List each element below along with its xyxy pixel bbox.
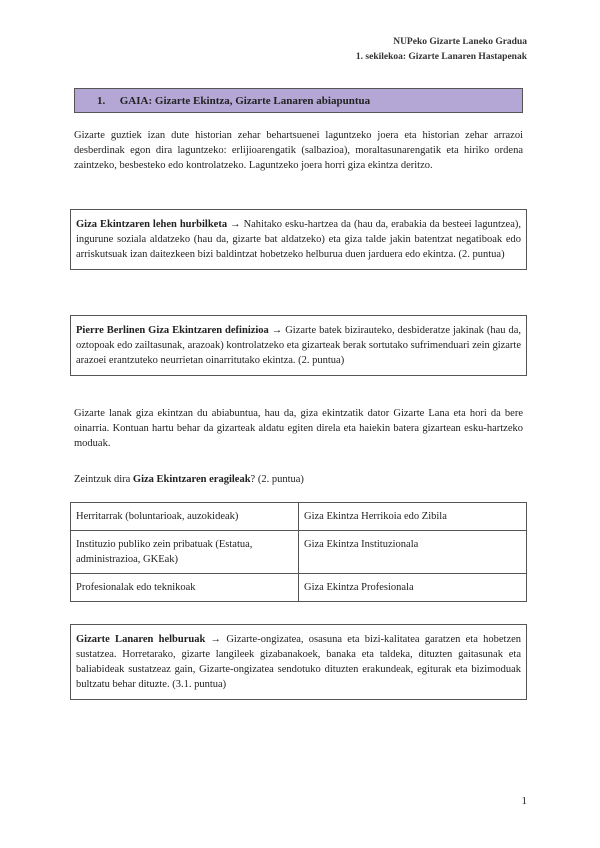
table-cell-type: Giza Ekintza Instituzionala bbox=[299, 531, 527, 574]
question-prefix: Zeintzuk dira bbox=[74, 474, 133, 485]
box1-label: Giza Ekintzaren lehen hurbilketa bbox=[76, 219, 228, 230]
table-cell-type: Giza Ekintza Profesionala bbox=[299, 574, 527, 602]
section-title-bar bbox=[74, 88, 523, 113]
header-degree: NUPeko Gizarte Laneko Gradua bbox=[393, 37, 527, 47]
definition-box-berlin bbox=[70, 315, 527, 376]
table-row bbox=[71, 503, 527, 531]
agents-table bbox=[70, 502, 527, 602]
page-header bbox=[356, 35, 527, 65]
question-bold: Giza Ekintzaren eragileak bbox=[132, 474, 251, 485]
section-number: 1. bbox=[97, 95, 106, 107]
social-work-paragraph: Gizarte lanak giza ekintzan du abiabuntua, hau da, giza ekintzatik dator Gizarte Lana eta hori da bere oinarria. Kontuan hartu behar da gizarteak aldatu egiten direla eta haiekin batera gizartean esku-hartzeko moduak. bbox=[74, 408, 523, 449]
table-cell-agent: Herritarrak (boluntarioak, auzokideak) bbox=[71, 503, 299, 531]
box1-text: Nahitako esku-hartzea da (hau da, erabakia da besteei laguntzea), ingurune soziala aldatzeko (hau da, gizarte bat aldatzeko) eta giza talde jakin batentzat negatiboak edo arriskutsuak izan daitezkeen bizi baldintzat hobetzeko helburua duen jarduera edo ekintza. (2. puntua) bbox=[76, 219, 522, 260]
table-cell-agent: Instituzio publiko zein pribatuak (Estatua, administrazioa, GKEak) bbox=[71, 531, 299, 574]
definition-box-goals bbox=[70, 624, 527, 700]
box2-arrow: → bbox=[268, 325, 286, 336]
box2-label: Pierre Berlinen Giza Ekintzaren definizioa bbox=[76, 325, 269, 336]
table-cell-agent: Profesionalak edo teknikoak bbox=[71, 574, 299, 602]
table-row bbox=[71, 574, 527, 602]
agents-question bbox=[74, 472, 523, 487]
section-title: GAIA: Gizarte Ekintza, Gizarte Lanaren abiapuntua bbox=[119, 95, 371, 107]
box2-text: Gizarte batek bizirauteko, desbideratze jakinak (hau da, oztopoak edo zailtasunak, arazoak) kontrolatzeko eta gizarteak berak sortutako sufrimenduari zein gizarte arazoei erantzuteko neurrietan oinarritutako ekintza. (2. puntua) bbox=[76, 325, 521, 366]
table-row bbox=[71, 531, 527, 574]
box3-text: Gizarte-ongizatea, osasuna eta bizi-kalitatea garatzen eta hobetzen sustatzea. Horretarako, gizarte langileek gizabanakoek, banaka eta taldeka, dituzten gaitasunak eta baliabideak sustatzeaz gain, Gizarte-ongizatea sendotuko dituzten erakundeak, egiturak eta bizimoduak bultzatu behar dituzte. (3.1. puntua) bbox=[76, 634, 522, 690]
table-cell-type: Giza Ekintza Herrikoia edo Zibila bbox=[299, 503, 527, 531]
page-number: 1 bbox=[521, 795, 527, 807]
header-course: 1. sekilekoa: Gizarte Lanaren Hastapenak bbox=[355, 52, 527, 62]
box3-arrow: → bbox=[205, 634, 227, 645]
box3-label: Gizarte Lanaren helburuak bbox=[76, 634, 206, 645]
intro-paragraph: Gizarte guztiek izan dute historian zehar behartsuenei laguntzeko joera eta historian zehar arrazoi desberdinak egon dira laguntzeko: erlijioarengatik (salbazioa), moraltasunarengatik eta hiriko ordena zaintzeko, besbesteko edo kontrolatzeko. Laguntzeko joera horri giza ekintza deritzo. bbox=[74, 130, 523, 171]
question-suffix: ? (2. puntua) bbox=[250, 474, 304, 485]
box1-arrow: → bbox=[227, 219, 244, 230]
definition-box-first-approach bbox=[70, 209, 527, 270]
